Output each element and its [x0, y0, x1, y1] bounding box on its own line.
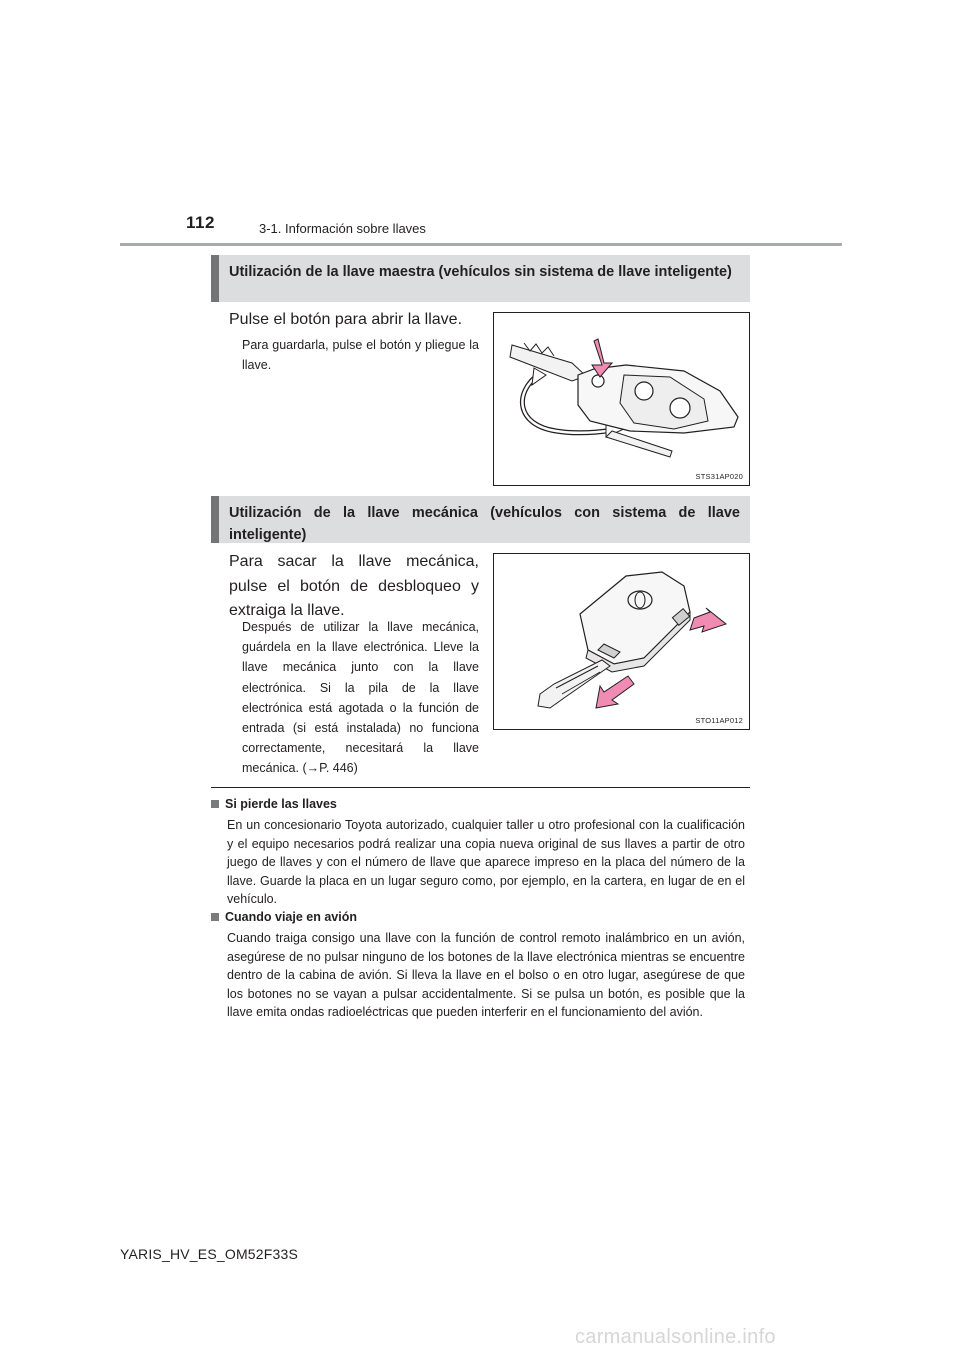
document-code: YARIS_HV_ES_OM52F33S [120, 1246, 299, 1262]
section-heading-master-key: Utilización de la llave maestra (vehículos sin sistema de llave inteligente) [211, 255, 750, 302]
note-title-airplane: Cuando viaje en avión [211, 910, 357, 924]
smart-key-illustration [494, 554, 749, 729]
section-title: 3-1. Información sobre llaves [259, 221, 426, 236]
square-bullet-icon [211, 913, 219, 921]
watermark: carmanualsonline.info [575, 1326, 776, 1348]
note-title-lost-keys: Si pierde las llaves [211, 797, 337, 811]
instruction-open-key: Pulse el botón para abrir la llave. [229, 311, 463, 328]
folding-key-illustration [494, 313, 749, 485]
figure-code: STS31AP020 [695, 472, 743, 481]
detail-mechanical-key: Después de utilizar la llave mecánica, guárdela en la llave electrónica. Lleve la llave mecánica junto con la llave electrónica. Si la pila de la llave electrónica está agotada o la función de entrada (si está instalada) no funciona correctamente, necesitará la llave mecánica. (→P. 446) [242, 620, 479, 776]
square-bullet-icon [211, 800, 219, 808]
figure-code: STO11AP012 [695, 716, 743, 725]
notes-divider [211, 787, 750, 788]
instruction-remove-key: Para sacar la llave mecánica, pulse el botón de desbloqueo y extraiga la llave. [229, 553, 479, 619]
note-text-airplane: Cuando traiga consigo una llave con la función de control remoto inalámbrico en un avión, asegúrese de no pulsar ninguno de los botones de la llave electrónica mientras se encuentre dentro de la cabina de avión. Si lleva la llave en el bolso o en otro lugar, asegúrese de que los botones no se vayan a pulsar accidentalmente. Si se pulsa un botón, es posible que la llave emita ondas radioeléctricas que pueden interferir en el funcionamiento del avión. [227, 931, 745, 1019]
detail-store-key: Para guardarla, pulse el botón y pliegue la llave. [242, 338, 479, 373]
figure-folding-key [493, 312, 750, 486]
header-divider [120, 243, 842, 246]
note-text-lost-keys: En un concesionario Toyota autorizado, cualquier taller u otro profesional con la cualificación y el equipo necesarios podrá realizar una copia nueva original de sus llaves a partir de otro juego de llaves y con el número de llave que aparece impreso en la placa del número de la llave. Guarde la placa en un lugar seguro como, por ejemplo, en la cartera, en lugar de en el vehículo. [227, 818, 745, 906]
section-heading-mechanical-key: Utilización de la llave mecánica (vehículos con sistema de llave inteligente) [211, 496, 750, 543]
figure-smart-key [493, 553, 750, 730]
page-number: 112 [186, 213, 215, 232]
